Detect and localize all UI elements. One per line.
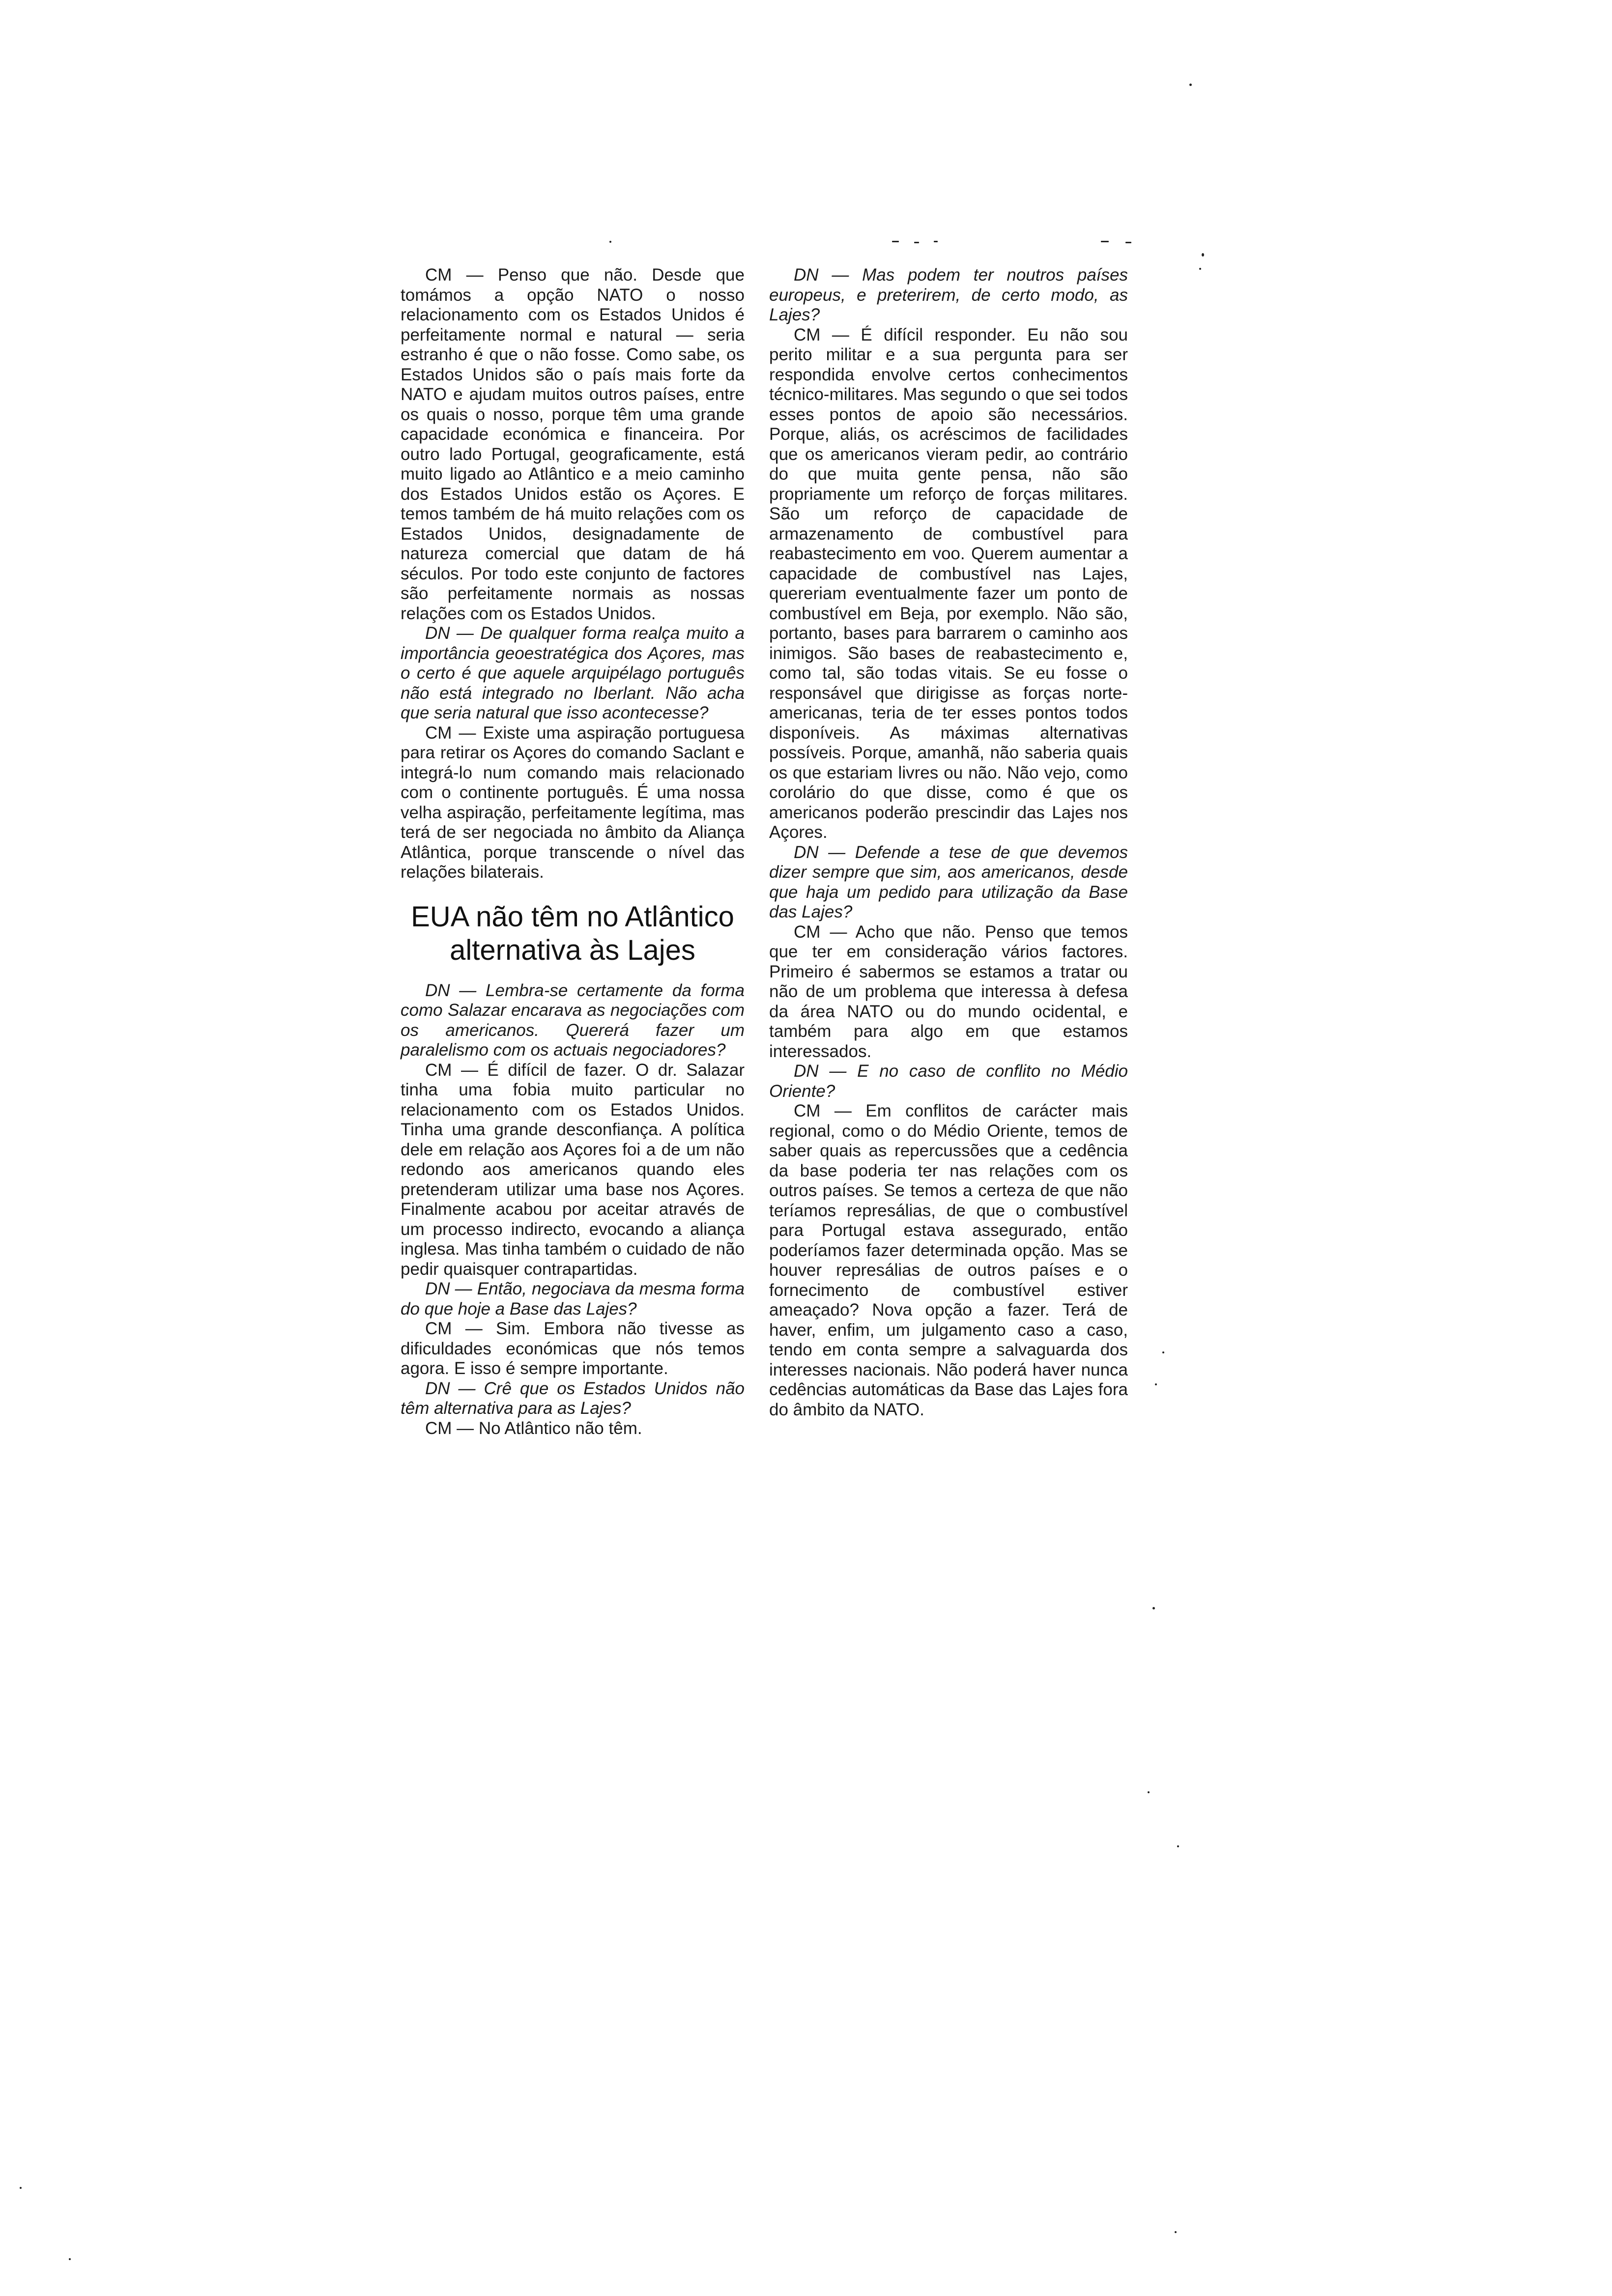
scan-speck	[914, 242, 919, 243]
scan-speck	[1189, 84, 1192, 86]
scan-speck	[69, 2258, 71, 2260]
interview-answer: CM — Sim. Embora não tivesse as dificuldades económicas que nós temos agora. E isso é sempre importante.	[401, 1319, 745, 1378]
interview-question: DN — Lembra-se certamente da forma como Salazar encarava as negociações com os americanos. Quererá fazer um paralelismo com os actuais negociadores?	[401, 980, 745, 1060]
scan-speck	[1175, 2231, 1177, 2233]
interview-question: DN — Então, negociava da mesma forma do que hoje a Base das Lajes?	[401, 1279, 745, 1319]
interview-answer: CM — Em conflitos de carácter mais regional, como o do Médio Oriente, temos de saber quais as repercussões que a cedência da base poderia ter nas relações com os outros países. Se temos a certeza de que não teríamos represálias, de que o combustível para Portugal estava assegurado, então poderíamos fazer determinada opção. Mas se houver represálias de outros países e o fornecimento de combustível estiver ameaçado? Nova opção a fazer. Terá de haver, enfim, um julgamento caso a caso, tendo em conta sempre a salvaguarda dos interesses nacionais. Não poderá haver nunca cedências automáticas da Base das Lajes fora do âmbito da NATO.	[769, 1101, 1128, 1419]
scan-speck	[1202, 253, 1204, 257]
interview-question: DN — De qualquer forma realça muito a importância geoestratégica dos Açores, mas o certo é que aquele arquipélago português não está integrado no Iberlant. Não acha que seria natural que isso acontecesse?	[401, 624, 745, 722]
scan-speck	[1152, 1607, 1155, 1609]
interview-answer: CM — É difícil responder. Eu não sou perito militar e a sua pergunta para ser respondida envolve certos conhecimentos técnico-militares. Mas segundo o que sei todos esses pontos de apoio são necessários. Porque, aliás, os acréscimos de facilidades que os americanos vieram pedir, ao contrário do que muita gente pensa, não são propriamente um reforço de forças militares. São um reforço de capacidade de armazenamento de combustível para reabastecimento em voo. Querem aumentar a capacidade de combustível nas Lajes, quereriam eventualmente fazer um ponto de combustível em Beja, por exemplo. Não são, portanto, bases para barrarem o caminho aos inimigos. São bases de reabastecimento e, como tal, são todas vitais. Se eu fosse o responsável que dirigisse as forças norte-americanas, teria de ter esses pontos todos disponíveis. As máximas alternativas possíveis. Porque, amanhã, não saberia quais os que estariam livres ou não. Não vejo, como corolário do que disse, como é que os americanos poderão prescindir das Lajes nos Açores.	[769, 325, 1128, 842]
article-subheading: EUA não têm no Atlântico alternativa às Lajes	[411, 900, 734, 966]
article-right-column	[769, 265, 1128, 1420]
interview-question: DN — Defende a tese de que devemos dizer sempre que sim, aos americanos, desde que haja um pedido para utilização da Base das Lajes?	[769, 842, 1128, 921]
article-left-column	[401, 265, 745, 1438]
scan-speck	[1155, 1383, 1157, 1385]
interview-question: DN — E no caso de conflito no Médio Oriente?	[769, 1062, 1128, 1101]
scan-speck	[609, 241, 611, 243]
interview-question: DN — Mas podem ter noutros países europeus, e preterirem, de certo modo, as Lajes?	[769, 265, 1128, 324]
interview-answer: CM — É difícil de fazer. O dr. Salazar tinha uma fobia muito particular no relacionamento com os Estados Unidos. Tinha uma grande desconfiança. A política dele em relação aos Açores foi a de um não redondo aos americanos quando eles pretenderam utilizar uma base nos Açores. Finalmente acabou por aceitar através de um processo indirecto, evocando a aliança inglesa. Mas tinha também o cuidado de não pedir quaisquer contrapartidas.	[401, 1060, 745, 1279]
scan-speck	[1101, 241, 1109, 242]
scan-speck	[1162, 1351, 1164, 1353]
interview-answer: CM — Existe uma aspiração portuguesa para retirar os Açores do comando Saclant e integrá-lo num comando mais relacionado com o continente português. É uma nossa velha aspiração, perfeitamente legítima, mas terá de ser negociada no âmbito da Aliança Atlântica, porque transcende o nível das relações bilaterais.	[401, 723, 745, 882]
interview-question: DN — Crê que os Estados Unidos não têm alternativa para as Lajes?	[401, 1378, 745, 1418]
scan-speck	[1125, 242, 1131, 243]
scan-speck	[1199, 268, 1201, 270]
scan-speck	[20, 2187, 22, 2189]
scan-speck	[1148, 1791, 1150, 1793]
scan-speck	[934, 241, 938, 242]
scan-speck	[1177, 1845, 1179, 1847]
interview-answer: CM — Penso que não. Desde que tomámos a opção NATO o nosso relacionamento com os Estados Unidos é perfeitamente normal e natural — seria estranho é que o não fosse. Como sabe, os Estados Unidos são o país mais forte da NATO e ajudam muitos outros países, entre os quais o nosso, porque têm uma grande capacidade económica e financeira. Por outro lado Portugal, geograficamente, está muito ligado ao Atlântico e a meio caminho dos Estados Unidos estão os Açores. E temos também de há muito relações com os Estados Unidos, designadamente de natureza comercial que datam de há séculos. Por todo este conjunto de factores são perfeitamente normais as nossas relações com os Estados Unidos.	[401, 265, 745, 623]
scan-speck	[892, 241, 899, 242]
interview-answer: CM — Acho que não. Penso que temos que ter em consideração vários factores. Primeiro é sabermos se estamos a tratar ou não de um problema que interessa à defesa da área NATO ou do mundo ocidental, e também para algo em que estamos interessados.	[769, 922, 1128, 1061]
interview-answer: CM — No Atlântico não têm.	[425, 1418, 642, 1438]
